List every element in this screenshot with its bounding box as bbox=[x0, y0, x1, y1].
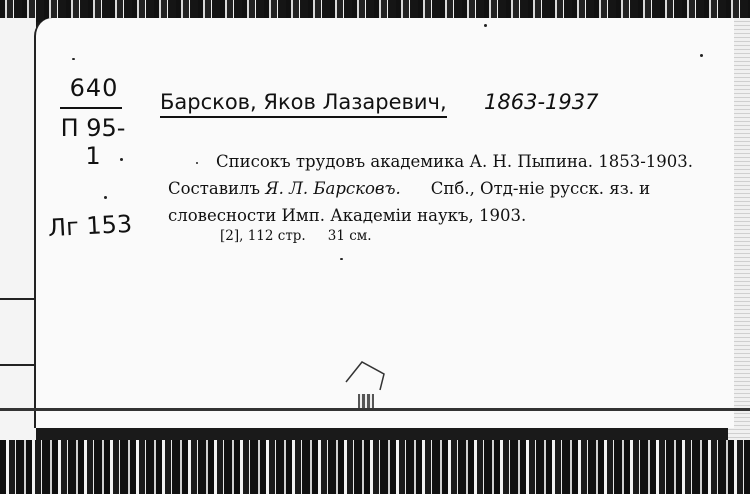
entry-statement bbox=[168, 175, 734, 202]
bibliographic-entry bbox=[168, 148, 734, 229]
call-number-line2: П 95-1 bbox=[60, 114, 126, 170]
punch-hole-icon bbox=[342, 360, 388, 410]
speck bbox=[340, 258, 343, 260]
scan-left-margin bbox=[0, 18, 36, 442]
speck bbox=[484, 24, 487, 27]
call-number-line3: Лг 153 bbox=[47, 209, 133, 243]
compiled-label: Составилъ bbox=[168, 179, 261, 198]
call-number-line1: 640 bbox=[69, 74, 119, 102]
compiler-name: Я. Л. Барсковъ. bbox=[265, 179, 401, 198]
speck bbox=[700, 54, 703, 57]
speck bbox=[120, 158, 123, 161]
call-number-divider bbox=[60, 107, 122, 109]
speck bbox=[196, 162, 198, 164]
author-dates: 1863-1937 bbox=[484, 90, 599, 114]
entry-title: Списокъ трудовъ академика А. Н. Пыпина. 1853-1903. bbox=[216, 152, 694, 171]
dimensions: 31 см. bbox=[327, 228, 372, 244]
publisher-part1: Спб., Отд-ніе русск. яз. и bbox=[430, 179, 651, 198]
physical-description bbox=[220, 228, 372, 244]
pagination: [2], 112 стр. bbox=[220, 228, 306, 244]
speck bbox=[72, 58, 75, 60]
author-heading: Барсков, Яков Лазаревич, bbox=[160, 90, 447, 118]
publisher-part2: словесности Имп. Академіи наукъ, 1903. bbox=[168, 206, 527, 225]
speck bbox=[104, 196, 107, 199]
scan-bottom-border bbox=[0, 440, 750, 494]
